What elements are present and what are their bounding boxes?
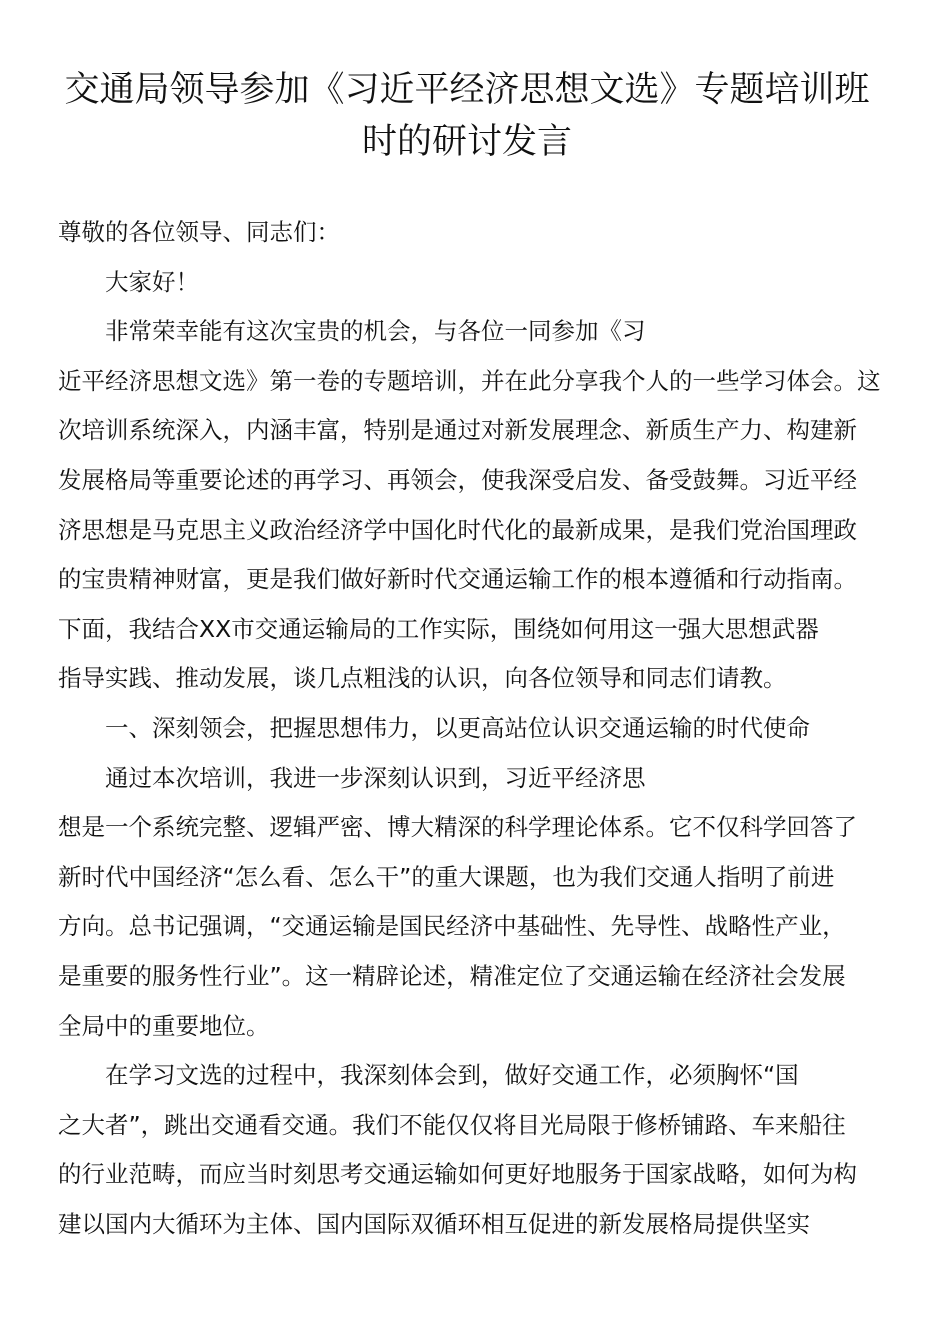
paragraph-section-1-a	[58, 754, 876, 1052]
paragraph-intro-lines	[58, 307, 881, 704]
paragraph-intro	[58, 307, 881, 704]
greeting: 大家好！	[105, 267, 199, 296]
text-line: 的宝贵精神财富，更是我们做好新时代交通运输工作的根本遵循和行动指南。	[58, 565, 857, 594]
paragraph-section-1-a-lines	[58, 754, 876, 1052]
title-line-1: 交通局领导参加《习近平经济思想文选》专题培训班	[64, 70, 870, 110]
text-line: 方向。总书记强调，“交通运输是国民经济中基础性、先导性、战略性产业，	[58, 912, 846, 941]
text-line: 非常荣幸能有这次宝贵的机会，与各位一同参加《习	[105, 317, 646, 346]
document-title	[58, 64, 876, 168]
section-1-heading: 一、深刻领会，把握思想伟力，以更高站位认识交通运输的时代使命	[105, 713, 810, 742]
title-line-2: 时的研讨发言	[361, 122, 572, 162]
paragraph-section-1-b	[58, 1051, 876, 1249]
salutation: 尊敬的各位领导、同志们：	[58, 218, 340, 246]
text-line: 通过本次培训，我进一步深刻认识到，习近平经济思	[105, 763, 646, 792]
text-line: 想是一个系统完整、逻辑严密、博大精深的科学理论体系。它不仅科学回答了	[58, 813, 857, 842]
text-line: 在学习文选的过程中，我深刻体会到，做好交通工作，必须胸怀“国	[105, 1061, 799, 1090]
text-line: 全局中的重要地位。	[58, 1011, 270, 1040]
text-line: 发展格局等重要论述的再学习、再领会，使我深受启发、备受鼓舞。习近平经	[58, 465, 857, 494]
text-line: 之大者”，跳出交通看交通。我们不能仅仅将目光局限于修桥铺路、车来船往	[58, 1110, 846, 1139]
text-line: 建以国内大循环为主体、国内国际双循环相互促进的新发展格局提供坚实	[58, 1209, 810, 1238]
text-line: 指导实践、推动发展，谈几点粗浅的认识，向各位领导和同志们请教。	[58, 664, 787, 693]
text-line: 新时代中国经济“怎么看、怎么干”的重大课题，也为我们交通人指明了前进	[58, 862, 835, 891]
text-line: 是重要的服务性行业”。这一精辟论述，精准定位了交通运输在经济社会发展	[58, 961, 846, 990]
text-line: 次培训系统深入，内涵丰富，特别是通过对新发展理念、新质生产力、构建新	[58, 416, 857, 445]
document-body	[58, 208, 881, 1249]
text-line: 近平经济思想文选》第一卷的专题培训，并在此分享我个人的一些学习体会。这	[58, 366, 881, 395]
text-line: 的行业范畴，而应当时刻思考交通运输如何更好地服务于国家战略，如何为构	[58, 1160, 857, 1189]
text-line: 下面，我结合XX市交通运输局的工作实际，围绕如何用这一强大思想武器	[58, 614, 819, 643]
text-line: 济思想是马克思主义政治经济学中国化时代化的最新成果，是我们党治国理政	[58, 515, 857, 544]
paragraph-section-1-b-lines	[58, 1051, 876, 1249]
